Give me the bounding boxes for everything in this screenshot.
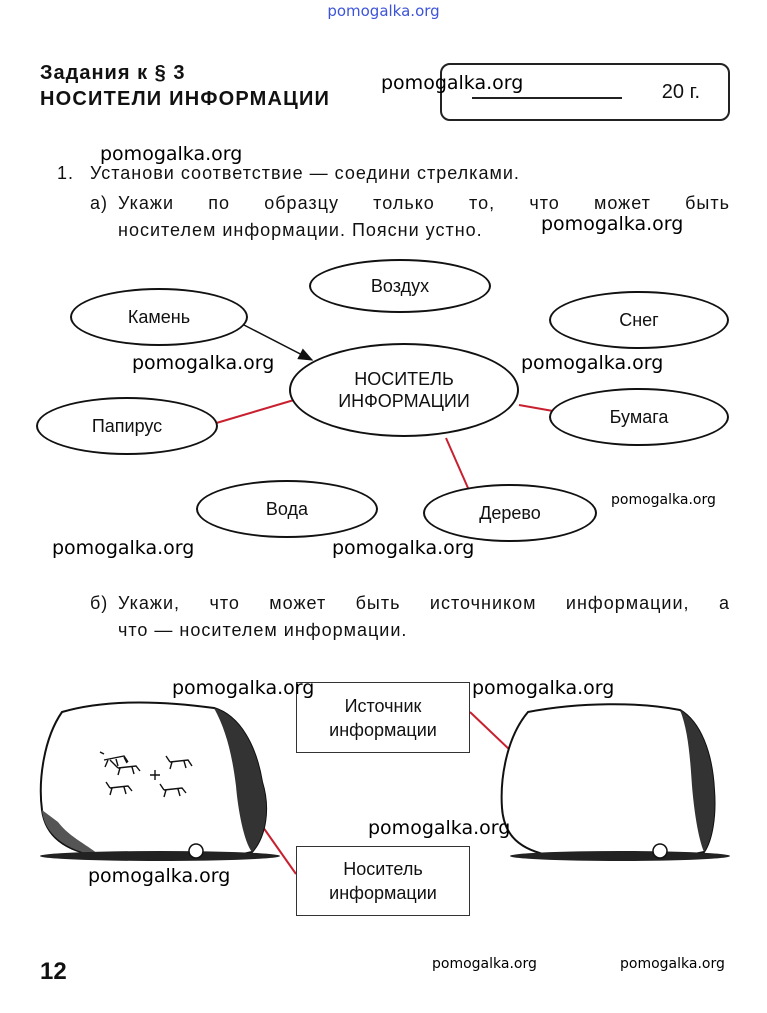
subtask-b-line2: что — носителем информации.: [118, 620, 408, 640]
watermark: pomogalka.org: [332, 537, 475, 559]
option-air: Воздух: [309, 259, 491, 313]
option-tree: Дерево: [423, 484, 597, 542]
option-water: Вода: [196, 480, 378, 538]
subtask-a-letter: а): [90, 193, 109, 213]
watermark: pomogalka.org: [472, 677, 615, 699]
stone-with-drawings: [40, 703, 280, 862]
date-year: 20 г.: [661, 81, 700, 103]
watermark: pomogalka.org: [521, 352, 664, 374]
option-papyrus: Папирус: [36, 397, 218, 455]
center-node: НОСИТЕЛЬ ИНФОРМАЦИИ: [289, 343, 519, 437]
section-heading: Задания к § 3: [40, 62, 186, 84]
watermark: pomogalka.org: [132, 352, 275, 374]
watermark: pomogalka.org: [368, 817, 511, 839]
watermark: pomogalka.org: [611, 492, 716, 508]
watermark: pomogalka.org: [100, 143, 243, 165]
watermark: pomogalka.org: [432, 956, 537, 972]
source-box: Источник информации: [296, 682, 470, 753]
watermark-top: pomogalka.org: [327, 2, 440, 20]
subtask-b-letter: б): [90, 593, 109, 613]
option-snow: Снег: [549, 291, 729, 349]
blank-stone: [502, 704, 730, 861]
carrier-box: Носитель информации: [296, 846, 470, 916]
option-stone: Камень: [70, 288, 248, 346]
task-title: Установи соответствие — соедини стрелками.: [90, 163, 520, 183]
subtask-b-line1: Укажи, что может быть источником информации, а: [118, 593, 730, 613]
subtask-a-line2: носителем информации. Поясни устно.: [118, 220, 483, 240]
watermark: pomogalka.org: [381, 72, 524, 94]
option-paper: Бумага: [549, 388, 729, 446]
watermark: pomogalka.org: [52, 537, 195, 559]
page-title: НОСИТЕЛИ ИНФОРМАЦИИ: [40, 88, 331, 110]
subtask-a-line1: Укажи по образцу только то, что может быть: [118, 193, 730, 213]
watermark: pomogalka.org: [172, 677, 315, 699]
page-number: 12: [40, 958, 67, 985]
watermark: pomogalka.org: [541, 213, 684, 235]
task-number: 1.: [57, 163, 75, 183]
watermark: pomogalka.org: [88, 865, 231, 887]
watermark: pomogalka.org: [620, 956, 725, 972]
